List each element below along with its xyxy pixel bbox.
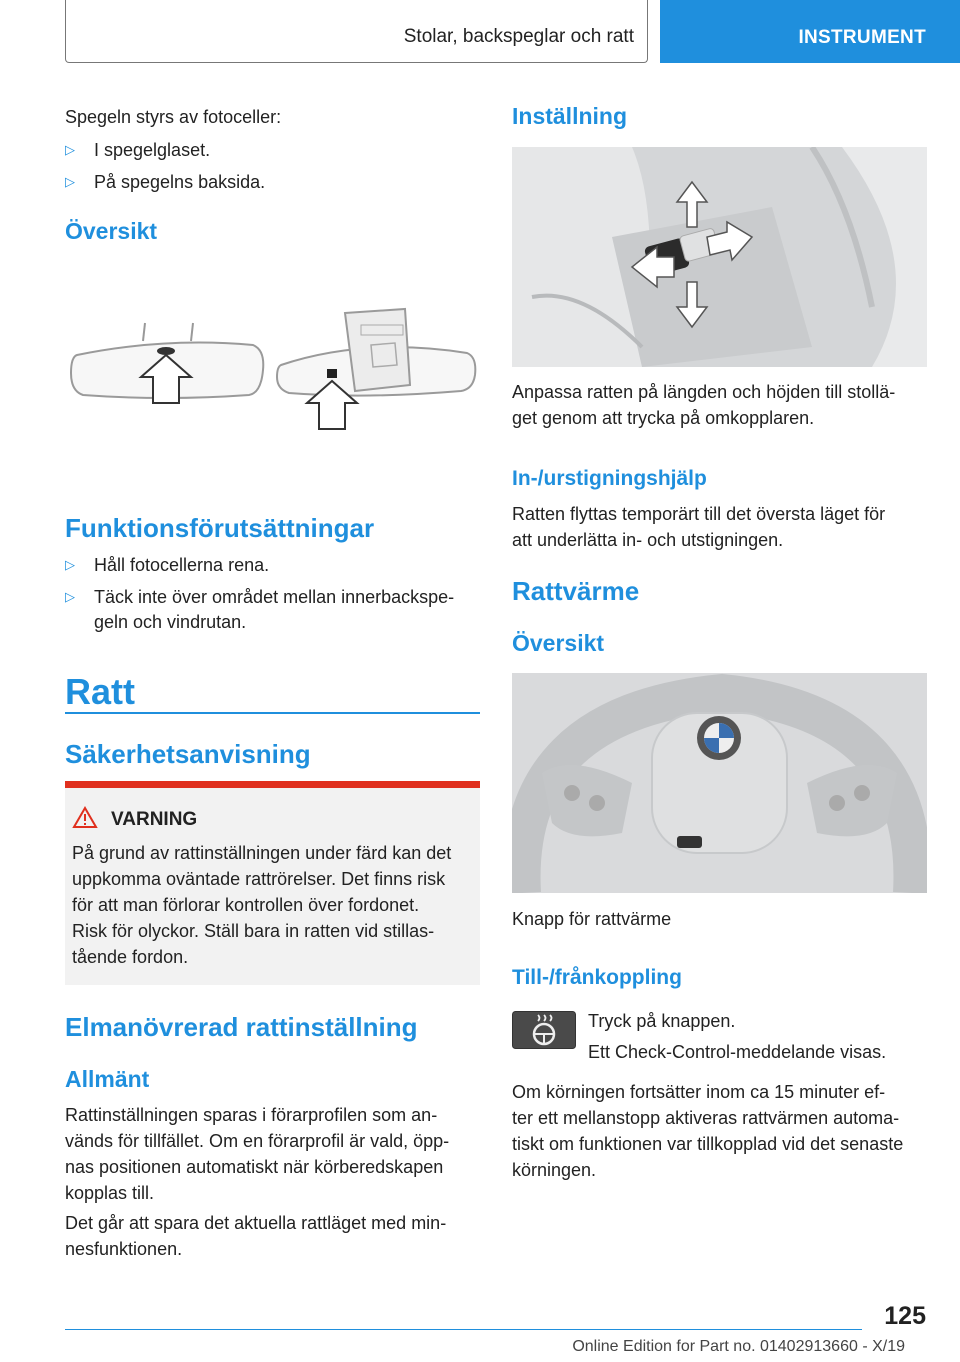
warning-line: uppkomma oväntade rattrörelser. Det finns risk [72, 869, 446, 889]
warning-line: Risk för olyckor. Ställ bara in ratten vid stillas- [72, 921, 435, 941]
ratt-heading: Ratt [65, 671, 135, 712]
paragraph-line: ter ett mellanstopp aktiveras rattvärmen automa- [512, 1108, 900, 1128]
installning-heading: Inställning [512, 103, 627, 129]
header-chapter-title: INSTRUMENT [798, 27, 926, 48]
rattvarme-heading: Rattvärme [512, 576, 640, 606]
paragraph-line: vänds för tillfället. Om en förarprofil är vald, öpp- [65, 1131, 450, 1151]
warning-label: VARNING [111, 809, 198, 830]
bullet-triangle-icon: ▷ [65, 557, 75, 572]
oversikt-heading-2: Översikt [512, 630, 605, 656]
bullet-triangle-icon: ▷ [65, 174, 75, 189]
paragraph-line: tiskt om funktionen var tillkopplad vid det senaste [512, 1134, 904, 1154]
paragraph-line: Det går att spara det aktuella rattläget med min- [65, 1213, 447, 1233]
paragraph-line: körningen. [512, 1160, 597, 1180]
paragraph-line: att underlätta in- och utstigningen. [512, 530, 784, 550]
funktion-heading: Funktionsförutsättningar [65, 513, 375, 543]
paragraph-line: Om körningen fortsätter inom ca 15 minuter ef- [512, 1082, 886, 1102]
paragraph-line: Rattinställningen sparas i förarprofilen som an- [65, 1105, 438, 1125]
steering-wheel-photo [512, 673, 927, 893]
paragraph-line: Ratten flyttas temporärt till det översta läget för [512, 504, 886, 524]
till-heading: Till-/frånkoppling [512, 966, 682, 989]
header-section-title: Stolar, backspeglar och ratt [403, 26, 634, 47]
intro-text: Spegeln styrs av fotoceller: [65, 107, 282, 127]
warning-line: för att man förlorar kontrollen över fordonet. [72, 895, 420, 915]
oversikt-heading: Översikt [65, 218, 158, 244]
steering-heat-button-icon[interactable] [512, 1011, 576, 1049]
page-number: 125 [884, 1302, 926, 1330]
paragraph-line: nesfunktionen. [65, 1239, 183, 1259]
bullet-triangle-icon: ▷ [65, 589, 75, 604]
inur-heading: In-/urstigningshjälp [512, 467, 707, 490]
caption-line: Anpassa ratten på längden och höjden till stollä- [512, 382, 896, 402]
paragraph-line: kopplas till. [65, 1183, 155, 1203]
caption-line: Knapp för rattvärme [512, 909, 672, 929]
heading-rule [65, 712, 480, 714]
paragraph-line: Tryck på knappen. [588, 1011, 736, 1031]
list-item-continuation: geln och vindrutan. [94, 612, 247, 632]
paragraph-line: Ett Check-Control-meddelande visas. [588, 1042, 887, 1062]
steering-adjust-photo [512, 147, 927, 367]
footer-edition: Online Edition for Part no. 01402913660 - X/19 [572, 1338, 905, 1355]
allmant-heading: Allmänt [65, 1066, 150, 1092]
warning-triangle-icon [72, 806, 98, 829]
footer-rule [65, 1329, 862, 1330]
bullet-triangle-icon: ▷ [65, 142, 75, 157]
safety-heading: Säkerhetsanvisning [65, 739, 311, 769]
paragraph-line: nas positionen automatiskt när körberedskapen [65, 1157, 444, 1177]
caption-line: get genom att trycka på omkopplaren. [512, 408, 815, 428]
warning-line: tående fordon. [72, 947, 189, 967]
mirror-illustration [65, 295, 480, 440]
elman-heading: Elmanövrerad rattinställning [65, 1012, 418, 1042]
warning-line: På grund av rattinställningen under färd kan det [72, 843, 452, 863]
